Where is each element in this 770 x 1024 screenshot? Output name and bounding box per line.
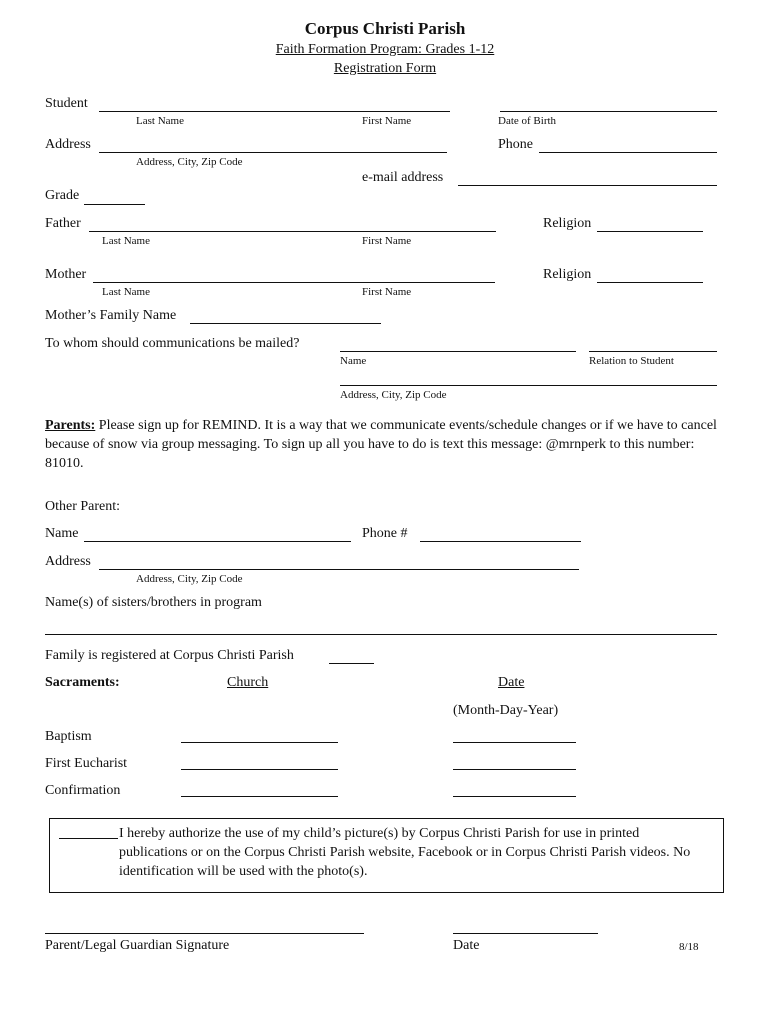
guardian-signature-field[interactable] [45, 933, 364, 934]
other-parent-heading: Other Parent: [45, 499, 121, 514]
remind-text: Please sign up for REMIND. It is a way that we communicate events/schedule changes or if we have to cancel because of snow via group messaging. To sign up all you have to do is text this message: @mrnperk to this number: 81010. [45, 418, 717, 471]
signature-date-field[interactable] [453, 933, 598, 934]
confirmation-church-field[interactable] [181, 796, 338, 797]
phone-label: Phone [498, 137, 533, 152]
father-religion-label: Religion [543, 216, 592, 231]
first-eucharist-church-field[interactable] [181, 769, 338, 770]
other-parent-address-label: Address [45, 554, 91, 569]
other-parent-address-hint: Address, City, Zip Code [136, 573, 243, 585]
communications-name-field[interactable] [340, 351, 576, 352]
communications-name-hint: Name [340, 355, 367, 367]
mother-family-name-field[interactable] [190, 323, 381, 324]
email-label: e-mail address [362, 170, 444, 185]
remind-heading: Parents: [45, 418, 96, 433]
sacrament-baptism-label: Baptism [45, 729, 92, 744]
father-name-field[interactable] [89, 231, 496, 232]
email-field[interactable] [458, 185, 717, 186]
father-religion-field[interactable] [597, 231, 703, 232]
father-last-name-hint: Last Name [102, 235, 150, 247]
sacraments-heading: Sacraments: [45, 675, 120, 690]
address-field[interactable] [99, 152, 447, 153]
first-eucharist-date-field[interactable] [453, 769, 576, 770]
date-column-header: Date [498, 675, 525, 690]
mother-last-name-hint: Last Name [102, 286, 150, 298]
baptism-date-field[interactable] [453, 742, 576, 743]
sacrament-confirmation-label: Confirmation [45, 783, 121, 798]
other-parent-name-label: Name [45, 526, 79, 541]
siblings-label: Name(s) of sisters/brothers in program [45, 595, 262, 610]
mother-name-field[interactable] [93, 282, 495, 283]
mother-religion-field[interactable] [597, 282, 703, 283]
other-parent-address-field[interactable] [99, 569, 579, 570]
form-title: Corpus Christi Parish [304, 19, 466, 38]
remind-paragraph [45, 416, 730, 473]
relation-hint: Relation to Student [589, 355, 674, 367]
form-subtitle: Faith Formation Program: Grades 1-12 [275, 42, 495, 57]
address-hint: Address, City, Zip Code [136, 156, 243, 168]
guardian-signature-label: Parent/Legal Guardian Signature [45, 938, 230, 953]
date-of-birth-hint: Date of Birth [498, 115, 557, 127]
grade-field[interactable] [84, 204, 145, 205]
mother-label: Mother [45, 267, 87, 282]
father-label: Father [45, 216, 81, 231]
signature-date-label: Date [453, 938, 480, 953]
phone-field[interactable] [539, 152, 717, 153]
mother-family-name-label: Mother’s Family Name [45, 308, 177, 323]
church-column-header: Church [227, 675, 269, 690]
other-parent-phone-label: Phone # [362, 526, 408, 541]
other-parent-phone-field[interactable] [420, 541, 581, 542]
photo-authorization-initials-field[interactable] [59, 838, 118, 839]
communications-address-hint: Address, City, Zip Code [340, 389, 447, 401]
other-parent-name-field[interactable] [84, 541, 351, 542]
communications-address-field[interactable] [340, 385, 717, 386]
baptism-church-field[interactable] [181, 742, 338, 743]
sacrament-first-eucharist-label: First Eucharist [45, 756, 128, 771]
family-registered-field[interactable] [329, 663, 374, 664]
student-name-field[interactable] [99, 111, 450, 112]
relation-field[interactable] [589, 351, 717, 352]
student-last-name-hint: Last Name [136, 115, 184, 127]
family-registered-label: Family is registered at Corpus Christi Parish [45, 648, 294, 663]
form-name: Registration Form [333, 61, 437, 76]
siblings-field[interactable] [45, 634, 717, 635]
grade-label: Grade [45, 188, 80, 203]
confirmation-date-field[interactable] [453, 796, 576, 797]
form-version: 8/18 [679, 941, 699, 953]
date-format-hint: (Month-Day-Year) [453, 703, 559, 718]
photo-authorization-text: I hereby authorize the use of my child’s picture(s) by Corpus Christi Parish for use in printed publications or on the Corpus Christi Parish website, Facebook or in Corpus Christi Parish videos. No identification will be used with the photo(s). [119, 826, 691, 879]
mother-religion-label: Religion [543, 267, 592, 282]
communications-label: To whom should communications be mailed? [45, 336, 300, 351]
student-label: Student [45, 96, 88, 111]
date-of-birth-field[interactable] [500, 111, 717, 112]
student-first-name-hint: First Name [362, 115, 412, 127]
address-label: Address [45, 137, 91, 152]
mother-first-name-hint: First Name [362, 286, 412, 298]
father-first-name-hint: First Name [362, 235, 412, 247]
